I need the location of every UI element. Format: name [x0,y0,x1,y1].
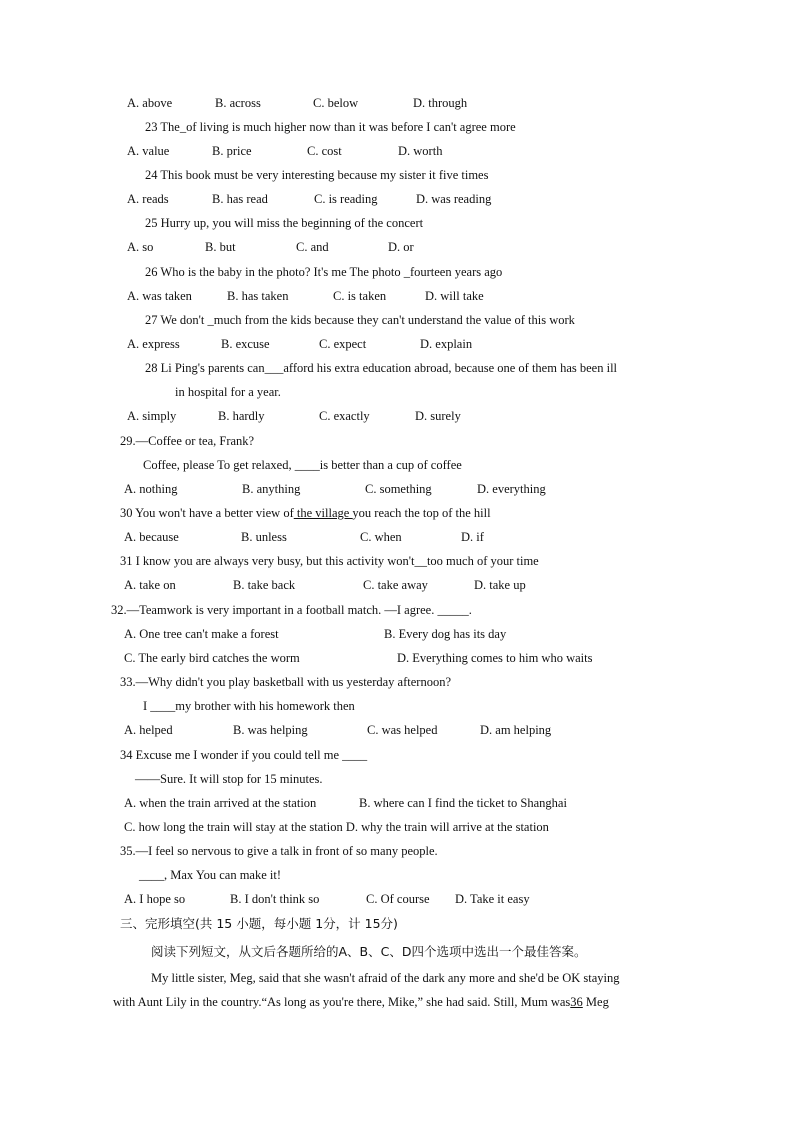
option-a: A. take on [124,578,176,592]
question-23: 23 The_of living is much higher now than it was before I can't agree more [145,120,516,134]
option-c-d: C. how long the train will stay at the station D. why the train will arrive at the station [124,820,549,834]
question-28: 28 Li Ping's parents can___afford his extra education abroad, because one of them has been ill [145,361,618,375]
option-d: D. am helping [480,723,552,737]
option-c: C. something [365,482,432,496]
question-33-reply: I ____my brother with his homework then [143,699,355,713]
question-29-reply: Coffee, please To get relaxed, ____is better than a cup of coffee [143,458,462,472]
option-d: D. will take [425,289,484,303]
option-b: B. Every dog has its day [384,627,507,641]
option-c: C. when [360,530,402,544]
question-35: 35.—I feel so nervous to give a talk in front of so many people. [120,844,438,858]
option-b: B. was helping [233,723,308,737]
passage-line [113,994,609,1010]
question-31: 31 I know you are always very busy, but this activity won't__too much of your time [120,554,539,568]
option-b: B. across [215,96,261,110]
option-c: C. below [313,96,359,110]
option-b: B. has read [212,192,268,206]
passage-line: My little sister, Meg, said that she wasn't afraid of the dark any more and she'd be OK staying [151,971,620,985]
option-b: B. unless [241,530,287,544]
question-30 [120,505,491,521]
option-c: C. is taken [333,289,387,303]
blank-36: 36 [570,995,583,1009]
option-b: B. excuse [221,337,270,351]
option-b: B. anything [242,482,301,496]
question-34-reply: ——Sure. It will stop for 15 minutes. [135,772,323,786]
option-a: A. value [127,144,170,158]
option-a: A. helped [124,723,173,737]
option-b: B. but [205,240,236,254]
option-d: D. or [388,240,414,254]
question-30-underlined: the village [293,506,353,520]
question-35-reply: ____, Max You can make it! [139,868,281,882]
option-c: C. expect [319,337,367,351]
option-b: B. has taken [227,289,289,303]
option-b: B. price [212,144,252,158]
option-a: A. One tree can't make a forest [124,627,279,641]
option-a: A. was taken [127,289,192,303]
option-c: C. take away [363,578,428,592]
option-c: C. Of course [366,892,430,906]
option-d: D. was reading [416,192,492,206]
option-b: B. where can I find the ticket to Shanghai [359,796,567,810]
option-a: A. nothing [124,482,178,496]
option-c: C. cost [307,144,342,158]
question-25: 25 Hurry up, you will miss the beginning of the concert [145,216,424,230]
option-a: A. because [124,530,179,544]
option-a: A. simply [127,409,177,423]
option-d: D. explain [420,337,473,351]
option-c: C. and [296,240,329,254]
section-instructions: 阅读下列短文，从文后各题所给的A、B、C、D四个选项中选出一个最佳答案。 [151,944,587,959]
option-d: D. everything [477,482,546,496]
option-d: D. Everything comes to him who waits [397,651,593,665]
option-d: D. if [461,530,484,544]
question-28-continued: in hospital for a year. [175,385,281,399]
option-d: D. through [413,96,468,110]
option-c: C. was helped [367,723,438,737]
option-a: A. above [127,96,173,110]
option-d: D. surely [415,409,461,423]
option-d: D. Take it easy [455,892,530,906]
question-33: 33.—Why didn't you play basketball with us yesterday afternoon? [120,675,451,689]
question-24: 24 This book must be very interesting because my sister it five times [145,168,489,182]
option-b: B. take back [233,578,296,592]
question-26: 26 Who is the baby in the photo? It's me The photo _fourteen years ago [145,265,503,279]
option-c: C. is reading [314,192,378,206]
option-a: A. when the train arrived at the station [124,796,317,810]
question-27: 27 We don't _much from the kids because they can't understand the value of this work [145,313,575,327]
passage-text-end: Meg [582,995,609,1009]
option-a: A. so [127,240,154,254]
option-a: A. reads [127,192,169,206]
option-b: B. hardly [218,409,265,423]
question-29: 29.—Coffee or tea, Frank? [120,434,255,448]
question-30-text-end: you reach the top of the hill [352,506,491,520]
passage-text: with Aunt Lily in the country.“As long as you're there, Mike,” she had said. Still, Mum was [113,995,571,1009]
option-d: D. worth [398,144,443,158]
option-a: A. express [127,337,180,351]
question-32: 32.—Teamwork is very important in a football match. —I agree. _____. [111,603,472,617]
option-c: C. exactly [319,409,370,423]
option-c: C. The early bird catches the worm [124,651,300,665]
option-b: B. I don't think so [230,892,320,906]
question-30-text: 30 You won't have a better view of [120,506,294,520]
option-a: A. I hope so [124,892,186,906]
option-d: D. take up [474,578,526,592]
question-34: 34 Excuse me I wonder if you could tell me ____ [120,748,368,762]
section-heading: 三、完形填空(共 15 小题，每小题 1分，计 15分) [120,916,398,931]
